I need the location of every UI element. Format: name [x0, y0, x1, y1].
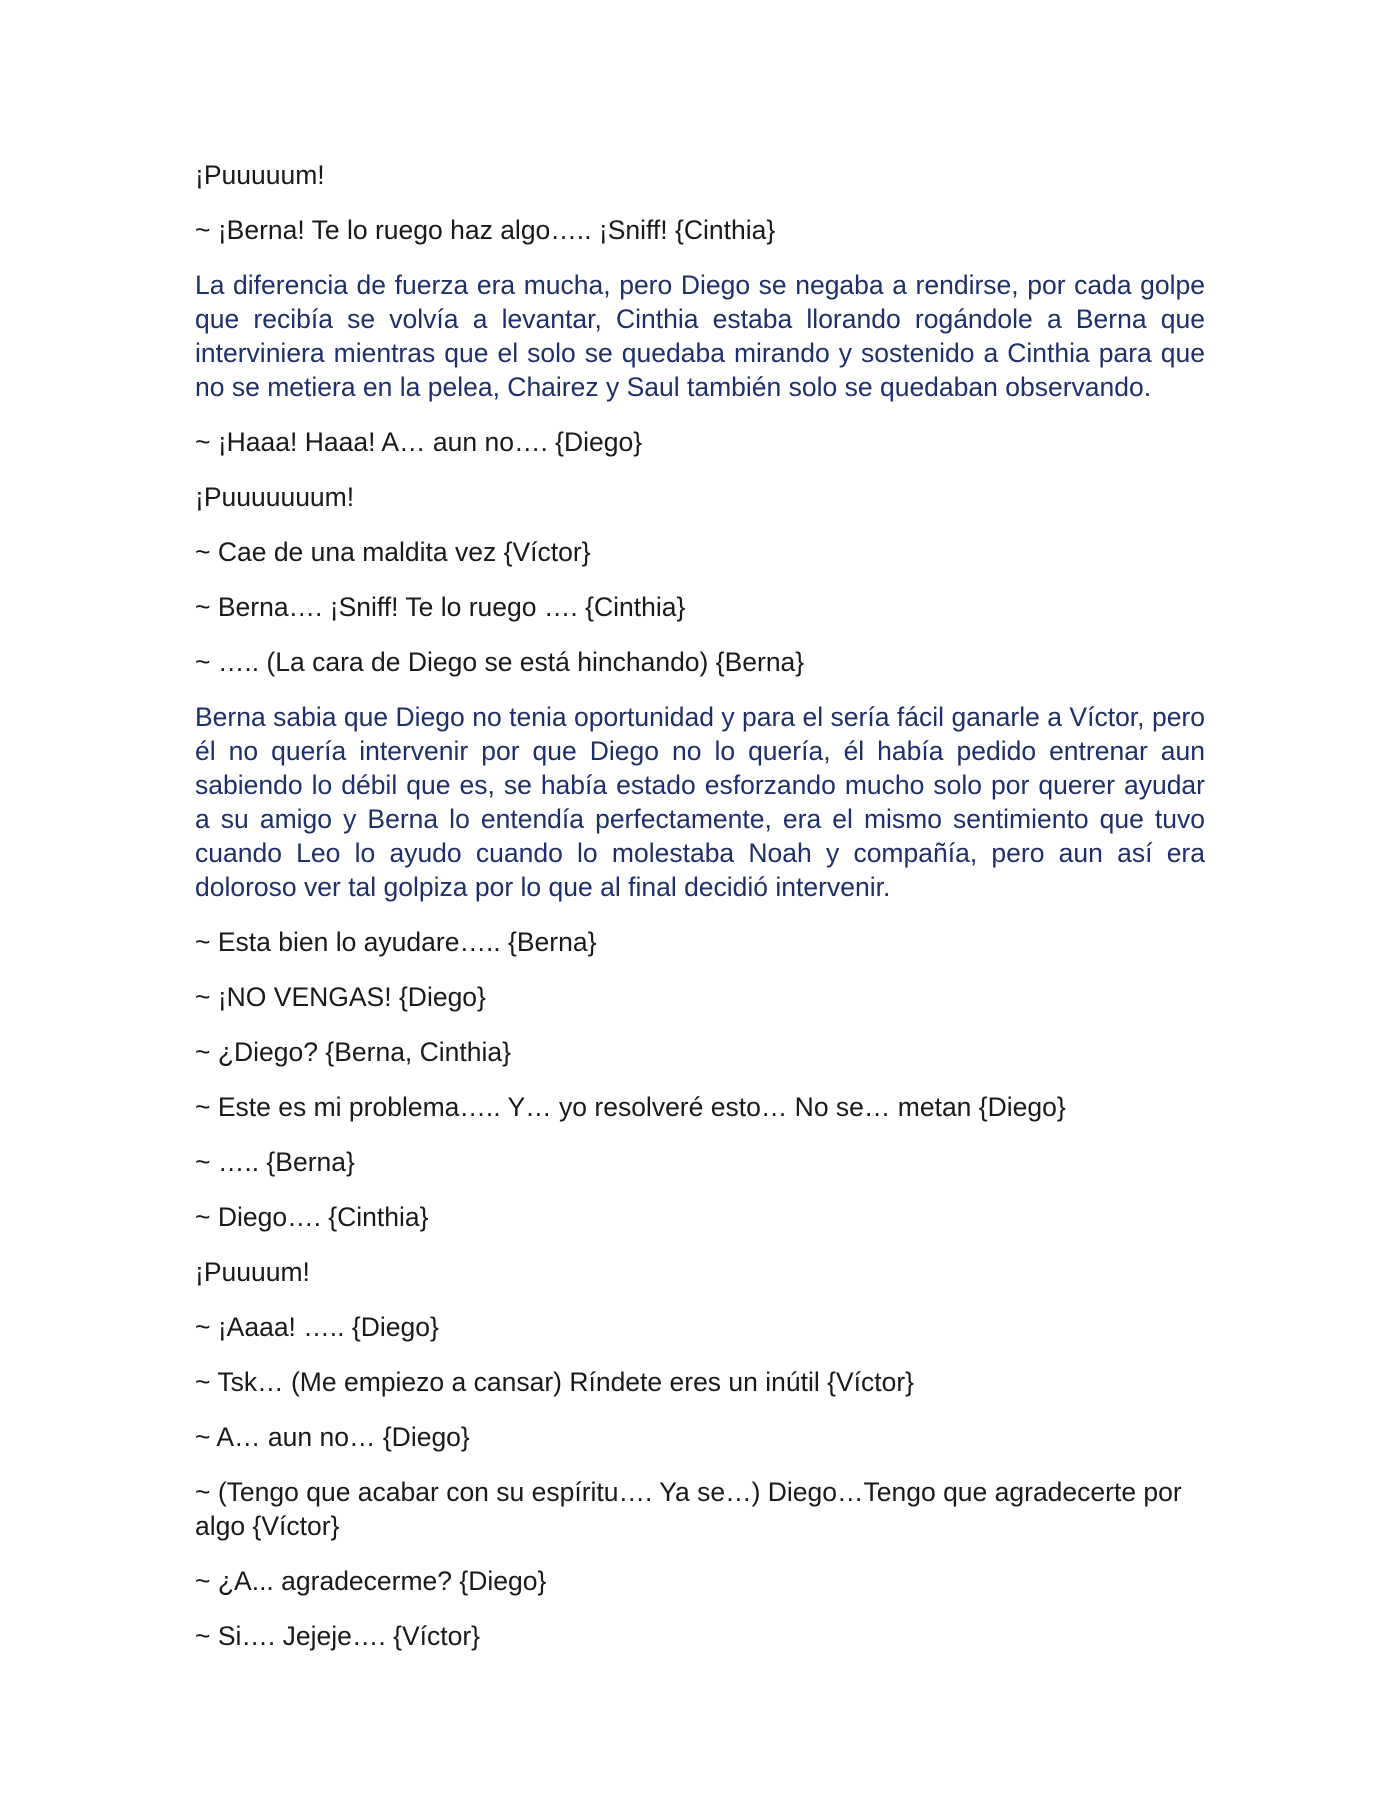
dialogue-line: ~ ¿A... agradecerme? {Diego}: [195, 1566, 547, 1596]
dialogue-line: ~ Este es mi problema….. Y… yo resolveré esto… No se… metan {Diego}: [195, 1092, 1066, 1122]
dialogue-line: ~ Diego…. {Cinthia}: [195, 1202, 429, 1232]
dialogue-line: ~ ¡Aaaa! ….. {Diego}: [195, 1312, 439, 1342]
dialogue-line: ~ Esta bien lo ayudare….. {Berna}: [195, 927, 597, 957]
dialogue-line: ~ ¿Diego? {Berna, Cinthia}: [195, 1037, 511, 1067]
dialogue-line: ~ ….. {Berna}: [195, 1147, 355, 1177]
sound-effect: ¡Puuuum!: [195, 1257, 310, 1287]
dialogue-line: ~ Tsk… (Me empiezo a cansar) Ríndete eres un inútil {Víctor}: [195, 1367, 915, 1397]
dialogue-line: ~ Berna…. ¡Sniff! Te lo ruego …. {Cinthia}: [195, 592, 686, 622]
dialogue-line: ~ (Tengo que acabar con su espíritu…. Ya se…) Diego…Tengo que agradecerte por algo {Víctor}: [195, 1477, 1182, 1541]
dialogue-line: ~ ¡Haaa! Haaa! A… aun no…. {Diego}: [195, 427, 643, 457]
dialogue-line: ~ Cae de una maldita vez {Víctor}: [195, 537, 591, 567]
sound-effect: ¡Puuuuuuum!: [195, 482, 355, 512]
dialogue-line: ~ ….. (La cara de Diego se está hinchando) {Berna}: [195, 647, 805, 677]
dialogue-line: ~ ¡Berna! Te lo ruego haz algo….. ¡Sniff! {Cinthia}: [195, 215, 776, 245]
narration-paragraph: La diferencia de fuerza era mucha, pero Diego se negaba a rendirse, por cada golpe que recibía se volvía a levantar, Cinthia estaba llorando rogándole a Berna que interviniera mientras que el solo se quedaba mirando y sostenido a Cinthia para que no se metiera en la pelea, Chairez y Saul también solo se quedaban observando.: [195, 270, 1205, 402]
narration-paragraph: Berna sabia que Diego no tenia oportunidad y para el sería fácil ganarle a Víctor, pero él no quería intervenir por que Diego no lo quería, él había pedido entrenar aun sabiendo lo débil que es, se había estado esforzando mucho solo por querer ayudar a su amigo y Berna lo entendía perfectamente, era el mismo sentimiento que tuvo cuando Leo lo ayudo cuando lo molestaba Noah y compañía, pero aun así era doloroso ver tal golpiza por lo que al final decidió intervenir.: [195, 702, 1205, 902]
dialogue-line: ~ ¡NO VENGAS! {Diego}: [195, 982, 486, 1012]
sound-effect: ¡Puuuuum!: [195, 160, 325, 190]
document-page: [195, 158, 1205, 1674]
dialogue-line: ~ A… aun no… {Diego}: [195, 1422, 470, 1452]
dialogue-line: ~ Si…. Jejeje…. {Víctor}: [195, 1621, 481, 1651]
